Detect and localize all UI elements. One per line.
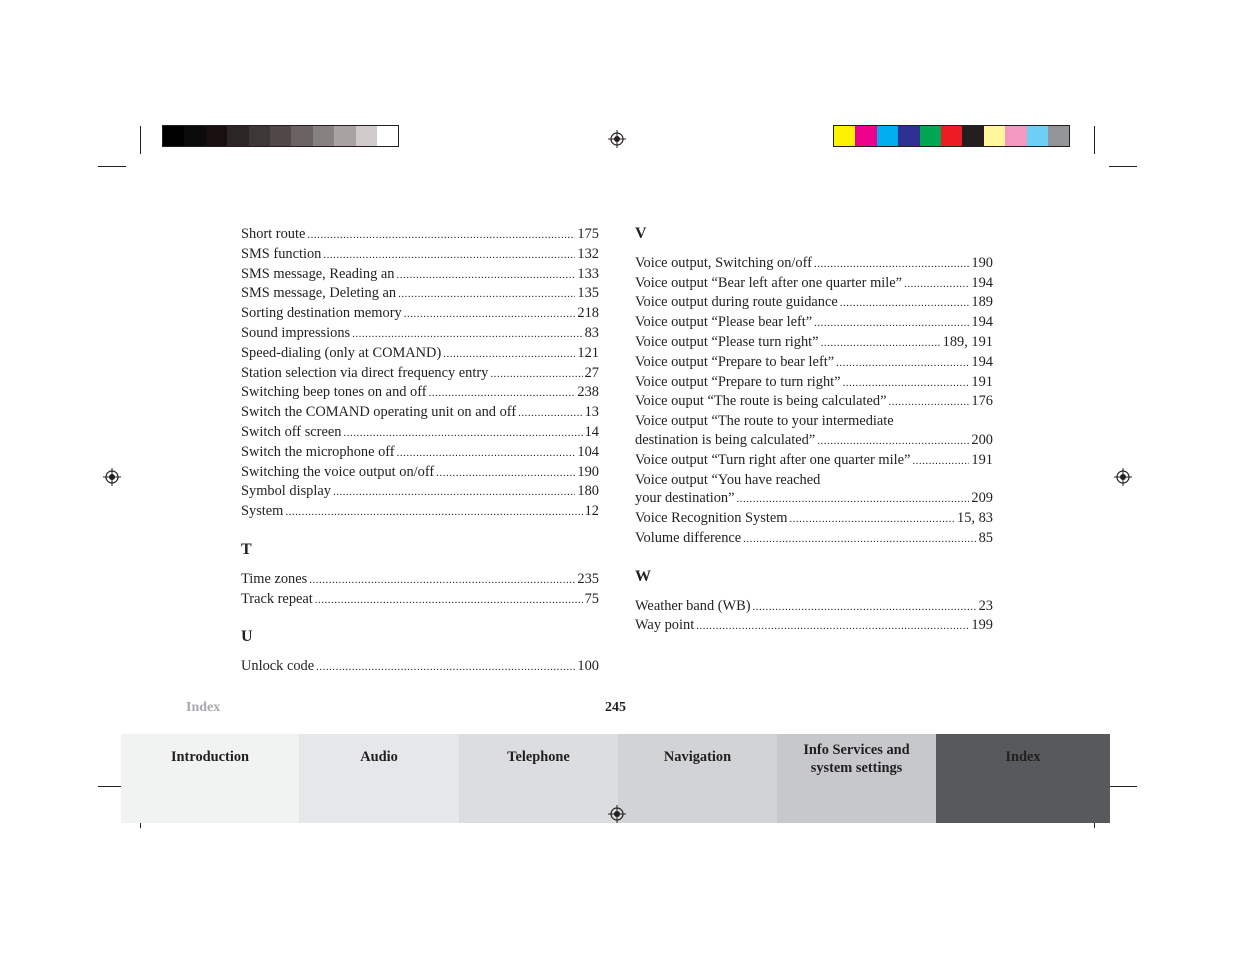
index-entry-term: Sorting destination memory [241, 305, 402, 322]
crop-mark [1109, 786, 1137, 787]
section-label: Index [186, 700, 221, 715]
color-swatch [291, 126, 312, 146]
leader-dots [843, 373, 970, 393]
color-swatch [184, 126, 205, 146]
index-entry-term: Unlock code [241, 658, 315, 675]
color-swatch [163, 126, 184, 146]
color-swatch [270, 126, 291, 146]
leader-dots [285, 502, 582, 522]
index-letter-heading: V [635, 225, 647, 242]
index-entry-term: your destination” [635, 490, 735, 507]
index-column-right [635, 225, 993, 636]
index-entry-page: 191 [971, 373, 993, 390]
color-swatch [898, 126, 919, 146]
index-entry-term: Voice output, Switching on/off [635, 254, 812, 271]
registration-mark-icon [608, 805, 626, 823]
index-entry[interactable] [241, 324, 599, 344]
index-entry[interactable] [241, 364, 599, 384]
color-swatch [249, 126, 270, 146]
index-entry-page: 189, 191 [942, 333, 993, 350]
tab-label: Info Services and system settings [803, 742, 910, 776]
tab-navigation[interactable] [618, 734, 777, 823]
leader-dots [352, 324, 582, 344]
index-entry-term: Symbol display [241, 483, 331, 500]
index-entry[interactable] [241, 443, 599, 463]
index-entry[interactable] [635, 313, 993, 333]
index-entry-term: Voice output “Please turn right” [635, 333, 819, 350]
index-entry-page: 121 [577, 344, 599, 361]
index-entry-page: 133 [577, 265, 599, 282]
index-entry-term: Switch off screen [241, 423, 342, 440]
index-entry[interactable] [241, 423, 599, 443]
color-swatch [377, 126, 398, 146]
index-entry-page: 194 [971, 274, 993, 291]
index-entry-page: 27 [584, 364, 599, 381]
index-entry[interactable] [635, 597, 993, 617]
index-entry-page: 209 [971, 490, 993, 507]
tab-label: Audio [360, 749, 398, 765]
index-entry-page: 100 [577, 658, 599, 675]
tab-label: Navigation [663, 749, 732, 765]
color-swatch [334, 126, 355, 146]
tab-label: Telephone [507, 749, 570, 765]
index-entry[interactable] [241, 463, 599, 483]
index-entry[interactable] [241, 482, 599, 502]
index-entry-page: 194 [971, 353, 993, 370]
color-swatch [313, 126, 334, 146]
index-entry-page: 238 [577, 384, 599, 401]
leader-dots [398, 284, 575, 304]
color-swatch [356, 126, 377, 146]
index-entry-page: 12 [584, 503, 599, 520]
leader-dots [404, 304, 576, 324]
index-entry[interactable] [635, 353, 993, 373]
registration-mark-icon [608, 130, 626, 148]
index-entry-term: Volume difference [635, 529, 742, 546]
index-entry[interactable] [635, 431, 993, 451]
crop-mark [1109, 166, 1137, 167]
index-entry-page: 83 [584, 324, 599, 341]
leader-dots [789, 509, 955, 529]
index-entry-term: Voice output “Please bear left” [635, 314, 813, 331]
index-entry-term: Voice ouput “The route is being calculated” [635, 393, 887, 410]
index-entry-term: Speed-dialing (only at COMAND) [241, 344, 442, 361]
index-entry[interactable] [241, 590, 599, 610]
index-entry-term: Switch the microphone off [241, 443, 395, 460]
index-entry[interactable] [635, 529, 993, 549]
index-entry[interactable] [241, 570, 599, 590]
leader-dots [518, 403, 582, 423]
index-entry-term: SMS function [241, 245, 322, 262]
registration-mark-icon [103, 468, 121, 486]
color-swatch [1005, 126, 1026, 146]
crop-mark [1094, 126, 1095, 154]
index-entry[interactable] [241, 502, 599, 522]
leader-dots [836, 353, 969, 373]
index-entry-term: Voice output “Turn right after one quarter mile” [635, 451, 911, 468]
leader-dots [436, 463, 575, 483]
index-entry[interactable] [635, 616, 993, 636]
index-entry-page: 85 [978, 529, 993, 546]
index-entry[interactable] [241, 225, 599, 245]
leader-dots [814, 313, 969, 333]
leader-dots [323, 245, 575, 265]
index-entry[interactable] [241, 344, 599, 364]
color-swatch [920, 126, 941, 146]
index-entry-term: Way point [635, 617, 695, 634]
color-swatch [855, 126, 876, 146]
leader-dots [821, 333, 941, 353]
tab-audio[interactable] [299, 734, 459, 823]
registration-mark-icon [1114, 468, 1132, 486]
index-column-left [241, 225, 599, 677]
leader-dots [443, 344, 575, 364]
index-entry-page: 15, 83 [957, 510, 993, 527]
index-entry[interactable] [635, 509, 993, 529]
color-swatch [941, 126, 962, 146]
index-entry[interactable] [241, 403, 599, 423]
index-entry-term: SMS message, Reading an [241, 265, 395, 282]
gray-color-bar [162, 125, 399, 147]
leader-dots [904, 274, 969, 294]
index-entry[interactable] [241, 265, 599, 285]
index-entry-term: Sound impressions [241, 324, 351, 341]
leader-dots [397, 443, 576, 463]
crop-mark [98, 166, 126, 167]
index-entry-page: 235 [577, 570, 599, 587]
index-entry-page: 14 [584, 423, 599, 440]
leader-dots [309, 570, 575, 590]
color-swatch [206, 126, 227, 146]
leader-dots [316, 657, 575, 677]
index-entry[interactable] [635, 293, 993, 313]
index-entry-page: 199 [971, 617, 993, 634]
index-letter-heading: W [635, 567, 651, 585]
index-entry-term: System [241, 503, 284, 520]
page-number: 245 [605, 700, 626, 715]
index-entry[interactable] [635, 373, 993, 393]
index-entry-page: 23 [978, 597, 993, 614]
tab-index[interactable] [936, 734, 1110, 823]
index-entry[interactable] [635, 392, 993, 412]
leader-dots [814, 254, 969, 274]
index-entry-term: Weather band (WB) [635, 597, 751, 614]
color-swatch [227, 126, 248, 146]
index-entry-page: 75 [584, 590, 599, 607]
tab-info-services-and-system-settings[interactable] [777, 734, 936, 823]
leader-dots [396, 265, 575, 285]
index-entry-line: Voice output “The route to your intermediate [635, 413, 894, 430]
index-entry-page: 135 [577, 285, 599, 302]
index-letter-heading: U [241, 628, 253, 646]
leader-dots [743, 529, 976, 549]
index-entry[interactable] [635, 333, 993, 353]
index-entry-page: 200 [971, 431, 993, 448]
index-entry[interactable] [635, 489, 993, 509]
color-swatch [1027, 126, 1048, 146]
color-swatch [834, 126, 855, 146]
index-entry-term: Voice output during route guidance [635, 294, 838, 311]
index-entry-term: Voice Recognition System [635, 510, 788, 527]
leader-dots [840, 293, 970, 313]
index-entry-term: SMS message, Deleting an [241, 285, 397, 302]
index-entry-page: 218 [577, 305, 599, 322]
index-entry-term: Switching beep tones on and off [241, 384, 427, 401]
index-entry[interactable] [635, 451, 993, 471]
leader-dots [333, 482, 575, 502]
index-entry-term: destination is being calculated” [635, 431, 816, 448]
leader-dots [696, 616, 969, 636]
index-entry-page: 176 [971, 393, 993, 410]
index-entry-term: Time zones [241, 570, 308, 587]
color-swatch [1048, 126, 1069, 146]
index-entry[interactable] [241, 304, 599, 324]
leader-dots [490, 364, 582, 384]
index-entry-page: 104 [577, 443, 599, 460]
leader-dots [817, 431, 969, 451]
index-entry[interactable] [241, 284, 599, 304]
index-entry-page: 175 [577, 226, 599, 242]
leader-dots [912, 451, 969, 471]
crop-mark [140, 126, 141, 154]
index-entry[interactable] [241, 245, 599, 265]
index-entry-page: 13 [584, 404, 599, 421]
leader-dots [307, 225, 575, 245]
index-entry[interactable] [241, 657, 599, 677]
leader-dots [343, 423, 582, 443]
color-swatch [984, 126, 1005, 146]
index-entry-page: 189 [971, 294, 993, 311]
index-entry-term: Switching the voice output on/off [241, 463, 435, 480]
index-entry-page: 190 [971, 254, 993, 271]
leader-dots [315, 590, 583, 610]
index-entry-term: Track repeat [241, 590, 313, 607]
color-calibration-bar [833, 125, 1070, 147]
leader-dots [753, 597, 977, 617]
index-entry-page: 180 [577, 483, 599, 500]
tab-introduction[interactable] [121, 734, 299, 823]
leader-dots [888, 392, 969, 412]
tab-label: Index [1005, 749, 1041, 765]
index-entry-term: Station selection via direct frequency entry [241, 364, 489, 381]
index-entry[interactable] [635, 274, 993, 294]
index-entry[interactable] [635, 254, 993, 274]
index-entry-term: Voice output “Bear left after one quarter mile” [635, 274, 903, 291]
color-swatch [962, 126, 983, 146]
index-entry-page: 194 [971, 314, 993, 331]
index-entry-page: 191 [971, 451, 993, 468]
color-swatch [877, 126, 898, 146]
index-letter-heading: T [241, 540, 252, 558]
tab-label: Introduction [170, 749, 250, 765]
index-entry-term: Voice output “Prepare to bear left” [635, 353, 835, 370]
index-entry-line: Voice output “You have reached [635, 471, 821, 488]
leader-dots [429, 383, 576, 403]
index-entry-term: Short route [241, 226, 306, 242]
index-entry-page: 190 [577, 463, 599, 480]
leader-dots [737, 489, 970, 509]
index-entry-page: 132 [577, 245, 599, 262]
index-entry-term: Voice output “Prepare to turn right” [635, 373, 841, 390]
tab-telephone[interactable] [459, 734, 618, 823]
index-entry[interactable] [241, 383, 599, 403]
index-entry-term: Switch the COMAND operating unit on and off [241, 404, 517, 421]
